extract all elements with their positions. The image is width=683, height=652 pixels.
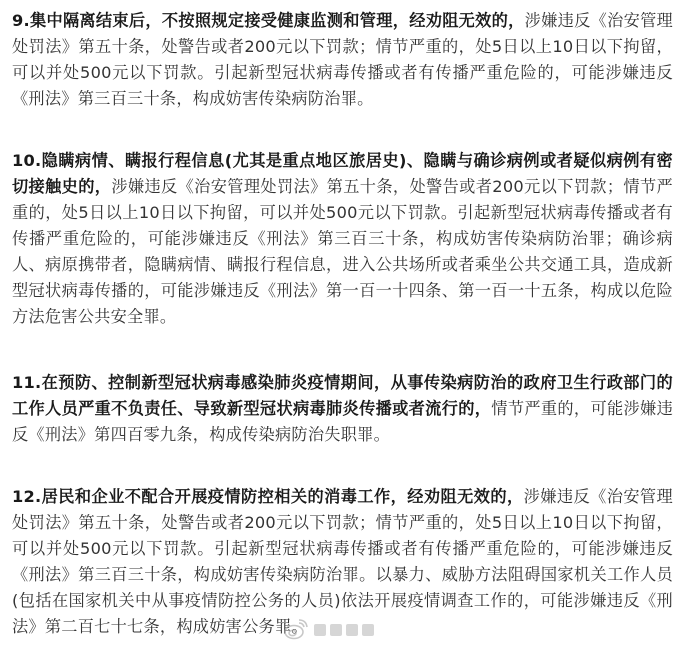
paragraph-item-12 (12, 484, 673, 640)
paragraph-body: 涉嫌违反《治安管理处罚法》第五十条，处警告或者200元以下罚款；情节严重的，处5日以上10日以下拘留，可以并处500元以下罚款。引起新型冠状病毒传播或者有传播严重危险的，可能涉嫌违反《刑法》第三百三十条，构成妨害传染病防治罪。以暴力、威胁方法阻碍国家机关工作人员(包括在国家机关中从事疫情防控公务的人员)依法开展疫情调查工作的，可能涉嫌违反《刑法》第二百七十七条，构成妨害公务罪。 (12, 487, 673, 636)
paragraph-item-9 (12, 8, 673, 112)
paragraph-item-11 (12, 370, 673, 448)
paragraph-lead: 11.在预防、控制新型冠状病毒感染肺炎疫情期间，从事传染病防治的政府卫生行政部门的工作人员严重不负责任、导致新型冠状病毒肺炎传播或者流行的， (12, 373, 673, 418)
paragraph-lead: 9.集中隔离结束后，不按照规定接受健康监测和管理，经劝阻无效的， (12, 11, 525, 30)
paragraph-body: 情节严重的，可能涉嫌违反《刑法》第四百零九条，构成传染病防治失职罪。 (12, 399, 674, 444)
paragraph-body: 涉嫌违反《治安管理处罚法》第五十条，处警告或者200元以下罚款；情节严重的，处5日以上10日以下拘留，可以并处500元以下罚款。引起新型冠状病毒传播或者有传播严重危险的，可能涉嫌违反《刑法》第三百三十条，构成妨害传染病防治罪；确诊病人、病原携带者，隐瞒病情、瞒报行程信息，进入公共场所或者乘坐公共交通工具，造成新型冠状病毒传播的，可能涉嫌违反《刑法》第一百一十四条、第一百一十五条，构成以危险方法危害公共安全罪。 (12, 177, 673, 326)
paragraph-lead: 10.隐瞒病情、瞒报行程信息(尤其是重点地区旅居史)、隐瞒与确诊病例或者疑似病例有密切接触史的， (12, 151, 673, 196)
paragraph-lead: 12.居民和企业不配合开展疫情防控相关的消毒工作，经劝阻无效的， (12, 487, 524, 506)
paragraph-body: 涉嫌违反《治安管理处罚法》第五十条，处警告或者200元以下罚款；情节严重的，处5日以上10日以下拘留，可以并处500元以下罚款。引起新型冠状病毒传播或者有传播严重危险的，可能涉嫌违反《刑法》第三百三十条，构成妨害传染病防治罪。 (12, 11, 673, 108)
paragraph-item-10 (12, 148, 673, 330)
